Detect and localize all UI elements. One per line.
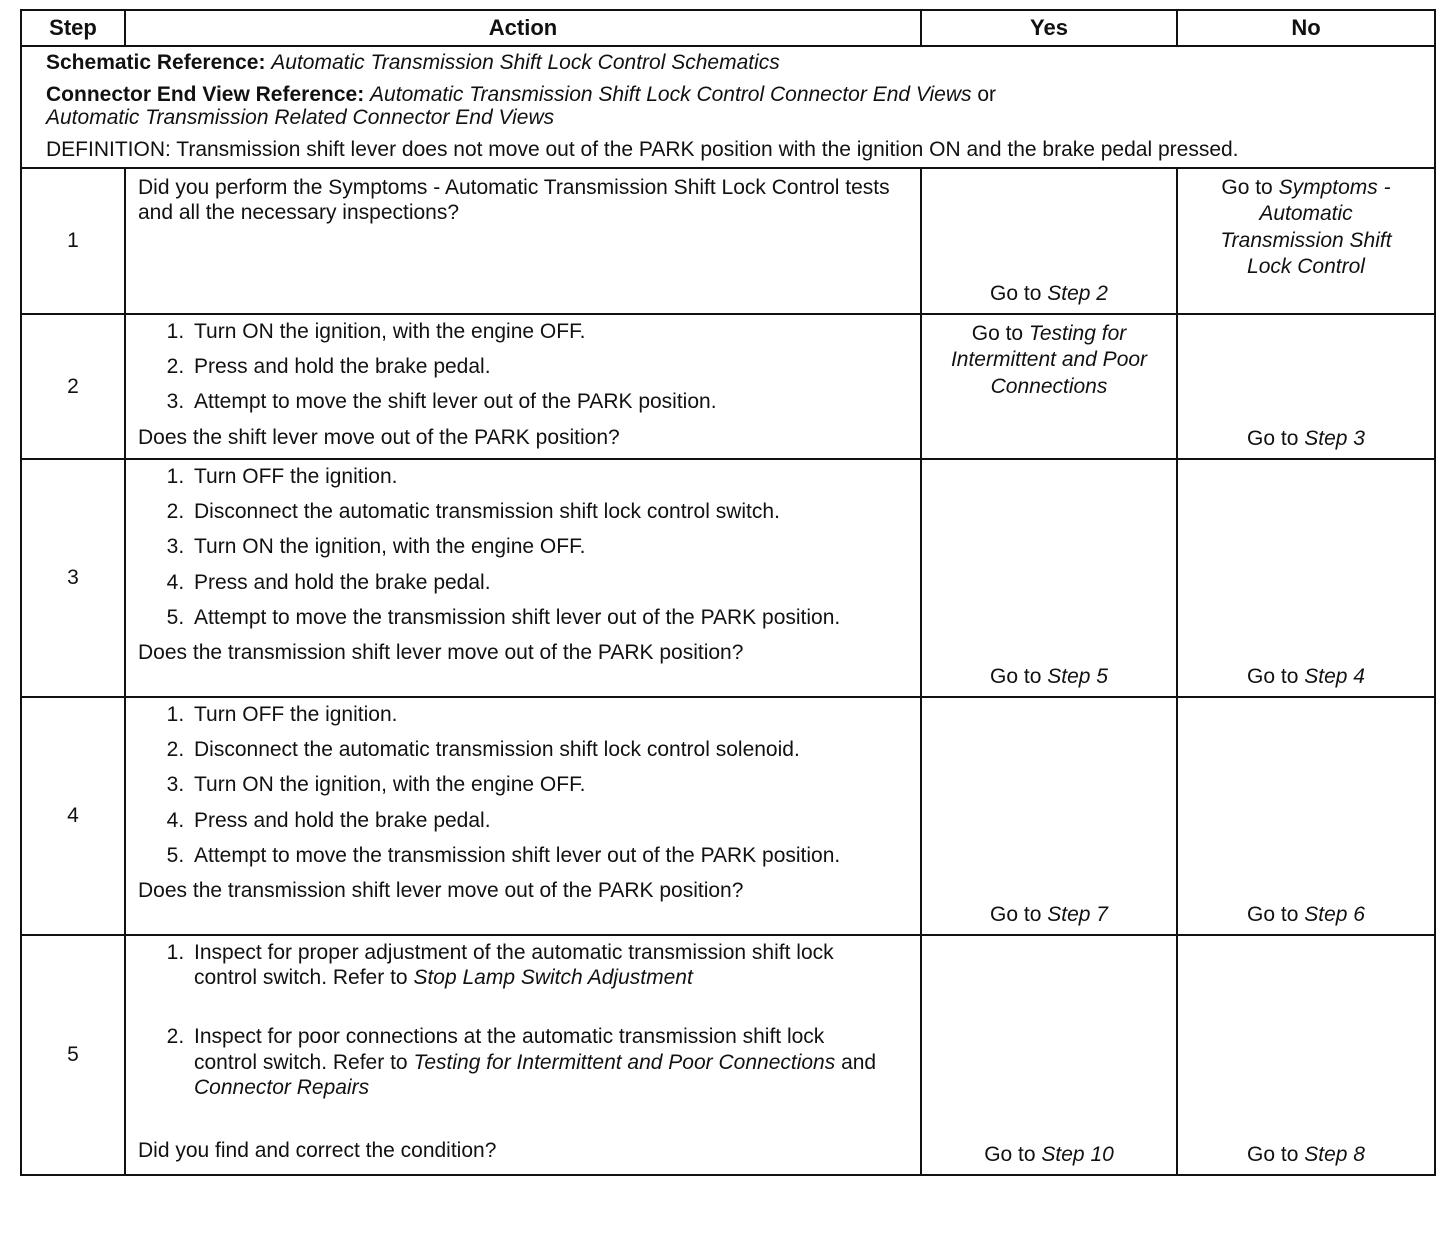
instruction-item: 2. Disconnect the automatic transmission shift lock control switch. xyxy=(190,499,910,524)
yes-link[interactable]: Testing for Intermittent and Poor Connections xyxy=(950,322,1148,398)
header-action: Action xyxy=(125,10,921,46)
instruction-item: 2. Press and hold the brake pedal. xyxy=(190,354,910,379)
step-number: 3 xyxy=(21,459,125,697)
yes-cell: Go to Step 5 xyxy=(921,459,1177,697)
step-action xyxy=(125,314,921,459)
table-row xyxy=(21,168,1435,314)
definition-text: DEFINITION: Transmission shift lever does not move out of the PARK position with the ignition ON and the brake pedal pressed. xyxy=(46,137,1239,161)
table-row xyxy=(21,459,1435,697)
instruction-item: 3. Turn ON the ignition, with the engine OFF. xyxy=(190,772,910,797)
step-number: 2 xyxy=(21,314,125,459)
step-number: 5 xyxy=(21,935,125,1175)
connector-repairs-link[interactable]: Connector Repairs xyxy=(194,1075,370,1099)
stop-lamp-link[interactable]: Stop Lamp Switch Adjustment xyxy=(413,966,693,990)
step-action xyxy=(125,168,921,314)
header-step: Step xyxy=(21,10,125,46)
connector-link-1[interactable]: Automatic Transmission Shift Lock Control Connector End Views xyxy=(370,82,972,106)
instruction-item: 2. Disconnect the automatic transmission shift lock control solenoid. xyxy=(190,737,910,762)
no-link[interactable]: Step 8 xyxy=(1304,1142,1365,1166)
yes-link[interactable]: Step 7 xyxy=(1047,902,1108,926)
no-link[interactable]: Symptoms - Automatic Transmission Shift Lock Control xyxy=(1220,176,1392,278)
no-link[interactable]: Step 3 xyxy=(1304,426,1365,450)
table-row xyxy=(21,697,1435,935)
no-cell: Go to Step 3 xyxy=(1177,314,1435,459)
step-number: 1 xyxy=(21,168,125,314)
no-cell: Go to Step 6 xyxy=(1177,697,1435,935)
yes-link[interactable]: Step 10 xyxy=(1041,1142,1114,1166)
instruction-item: 4. Press and hold the brake pedal. xyxy=(190,570,910,595)
instruction-item: 1. Inspect for proper adjustment of the automatic transmission shift lock control switch. Refer to Stop Lamp Switch Adjustment xyxy=(190,940,890,990)
yes-cell: Go to Step 2 xyxy=(921,168,1177,314)
reference-row xyxy=(21,46,1435,168)
instruction-item: 4. Press and hold the brake pedal. xyxy=(190,808,910,833)
no-cell: Go to Step 4 xyxy=(1177,459,1435,697)
yes-cell: Go to Step 10 xyxy=(921,935,1177,1175)
instruction-item: 2. Inspect for poor connections at the automatic transmission shift lock control switch. Refer to Testing for Intermittent and Poor Connections and Connector Repairs xyxy=(190,1024,890,1100)
step-question: Does the transmission shift lever move out of the PARK position? xyxy=(138,879,744,902)
instruction-item: 3. Turn ON the ignition, with the engine OFF. xyxy=(190,534,910,559)
header-row xyxy=(21,10,1435,46)
instruction-item: 1. Turn ON the ignition, with the engine OFF. xyxy=(190,319,910,344)
step-instructions xyxy=(138,319,910,415)
step-action xyxy=(125,697,921,935)
reference-cell xyxy=(21,46,1435,168)
instruction-item: 5. Attempt to move the transmission shift lever out of the PARK position. xyxy=(190,605,910,630)
no-cell: Go to Step 8 xyxy=(1177,935,1435,1175)
table-row xyxy=(21,314,1435,459)
testing-link[interactable]: Testing for Intermittent and Poor Connections xyxy=(413,1050,836,1074)
schematic-link[interactable]: Automatic Transmission Shift Lock Control Schematics xyxy=(271,51,780,74)
header-no: No xyxy=(1177,10,1435,46)
diagnostic-table xyxy=(20,9,1436,1176)
step-question: Did you find and correct the condition? xyxy=(138,1139,497,1162)
connector-reference: Connector End View Reference: Automatic Transmission Shift Lock Control Connector End Views or Automatic Transmission Related Connector End Views xyxy=(46,82,997,130)
step-question: Does the shift lever move out of the PARK position? xyxy=(138,425,620,449)
step-action xyxy=(125,459,921,697)
step-number: 4 xyxy=(21,697,125,935)
yes-link[interactable]: Step 2 xyxy=(1047,281,1108,305)
instruction-item: 3. Attempt to move the shift lever out of the PARK position. xyxy=(190,389,910,414)
no-link[interactable]: Step 6 xyxy=(1304,902,1365,926)
step-instructions xyxy=(138,464,910,630)
schematic-reference: Schematic Reference: Automatic Transmission Shift Lock Control Schematics xyxy=(46,51,780,74)
no-cell: Go to Symptoms - Automatic Transmission Shift Lock Control xyxy=(1177,168,1435,314)
yes-link[interactable]: Step 5 xyxy=(1047,664,1108,688)
no-link[interactable]: Step 4 xyxy=(1304,664,1365,688)
header-yes: Yes xyxy=(921,10,1177,46)
instruction-item: 1. Turn OFF the ignition. xyxy=(190,702,910,727)
step-instructions xyxy=(138,940,910,1100)
instruction-item: 1. Turn OFF the ignition. xyxy=(190,464,910,489)
step-instructions xyxy=(138,702,910,868)
yes-cell: Go to Step 7 xyxy=(921,697,1177,935)
table-row xyxy=(21,935,1435,1175)
step-action xyxy=(125,935,921,1175)
connector-link-2[interactable]: Automatic Transmission Related Connector End Views xyxy=(46,106,555,130)
yes-cell: Go to Testing for Intermittent and Poor Connections xyxy=(921,314,1177,459)
step-question: Did you perform the Symptoms - Automatic Transmission Shift Lock Control tests and all the necessary inspections? xyxy=(138,176,890,225)
instruction-item: 5. Attempt to move the transmission shift lever out of the PARK position. xyxy=(190,843,910,868)
step-question: Does the transmission shift lever move out of the PARK position? xyxy=(138,641,744,664)
